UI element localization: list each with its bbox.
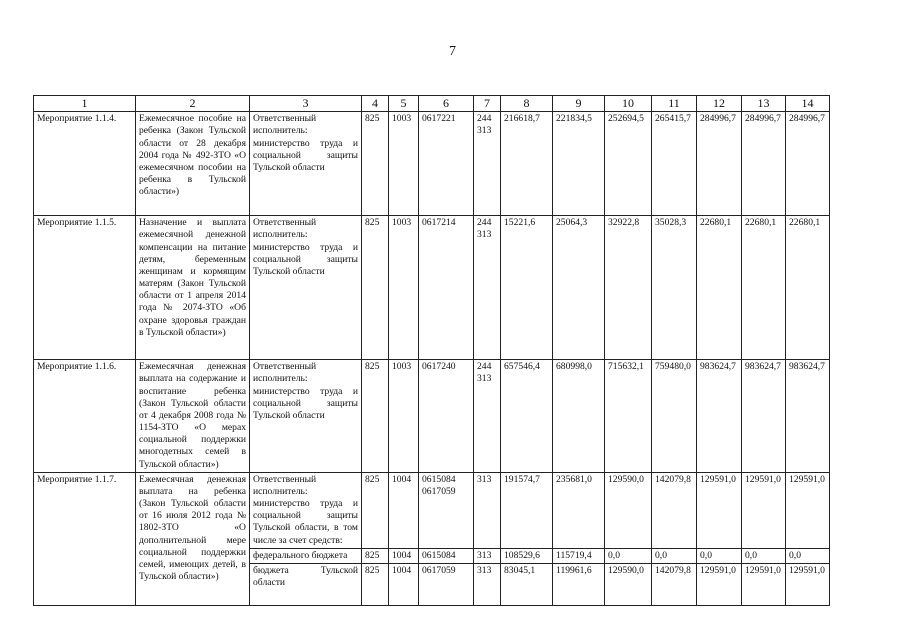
col-header: 3	[250, 96, 362, 112]
cell-value: 0,0	[786, 548, 830, 563]
cell-value: 129591,0	[786, 472, 830, 548]
cell-section-code: 1003	[389, 360, 419, 473]
cell-value: 284996,7	[742, 112, 786, 216]
cell-section-code: 1004	[389, 563, 419, 605]
funding-source: федерального бюджета	[250, 548, 362, 563]
measure-name: Мероприятие 1.1.4.	[34, 112, 136, 216]
cell-target-code: 0617240	[419, 360, 474, 473]
cell-value: 715632,1	[605, 360, 652, 473]
cell-value: 265415,7	[652, 112, 697, 216]
measure-executor: Ответственный исполнитель: министерство труда и социальной защиты Тульской области	[250, 360, 362, 473]
cell-value: 129591,0	[697, 472, 742, 548]
cell-value: 129591,0	[786, 563, 830, 605]
cell-value: 119961,6	[553, 563, 605, 605]
col-header: 11	[652, 96, 697, 112]
cell-expense-code: 313	[474, 563, 501, 605]
cell-value: 35028,3	[652, 216, 697, 360]
col-header: 9	[553, 96, 605, 112]
cell-admin-code: 825	[362, 472, 389, 548]
cell-value: 22680,1	[697, 216, 742, 360]
funding-source: бюджета Тульской области	[250, 563, 362, 605]
cell-value: 129590,0	[605, 472, 652, 548]
header-row	[34, 96, 830, 112]
cell-value: 216618,7	[501, 112, 553, 216]
cell-value: 284996,7	[697, 112, 742, 216]
cell-section-code: 1004	[389, 548, 419, 563]
cell-value: 129591,0	[742, 563, 786, 605]
table-row	[34, 216, 830, 360]
cell-admin-code: 825	[362, 548, 389, 563]
measure-name: Мероприятие 1.1.5.	[34, 216, 136, 360]
cell-section-code: 1003	[389, 112, 419, 216]
cell-value: 115719,4	[553, 548, 605, 563]
cell-value: 108529,6	[501, 548, 553, 563]
cell-value: 221834,5	[553, 112, 605, 216]
cell-value: 32922,8	[605, 216, 652, 360]
cell-expense-code: 244 313	[474, 112, 501, 216]
measure-description: Ежемесячное пособие на ребенка (Закон Тульской области от 28 декабря 2004 года № 492-ЗТО «О ежемесячном пособии на ребенка в Тульской области»)	[136, 112, 250, 216]
cell-value: 15221,6	[501, 216, 553, 360]
cell-target-code: 0615084	[419, 548, 474, 563]
cell-admin-code: 825	[362, 216, 389, 360]
cell-section-code: 1003	[389, 216, 419, 360]
cell-value: 0,0	[742, 548, 786, 563]
cell-target-code: 0615084 0617059	[419, 472, 474, 548]
cell-value: 983624,7	[742, 360, 786, 473]
table-row	[34, 472, 830, 548]
cell-value: 983624,7	[697, 360, 742, 473]
measure-name: Мероприятие 1.1.7.	[34, 472, 136, 605]
cell-value: 22680,1	[742, 216, 786, 360]
cell-value: 235681,0	[553, 472, 605, 548]
cell-expense-code: 313	[474, 548, 501, 563]
measure-description: Ежемесячная денежная выплата на содержание и воспитание ребенка (Закон Тульской области от 4 декабря 2008 года № 1154-ЗТО «О мерах социальной поддержки многодетных семей в Тульской области»)	[136, 360, 250, 473]
col-header: 13	[742, 96, 786, 112]
cell-value: 983624,7	[786, 360, 830, 473]
col-header: 2	[136, 96, 250, 112]
cell-section-code: 1004	[389, 472, 419, 548]
cell-value: 129591,0	[742, 472, 786, 548]
cell-expense-code: 244 313	[474, 360, 501, 473]
cell-value: 83045,1	[501, 563, 553, 605]
cell-value: 129591,0	[697, 563, 742, 605]
cell-target-code: 0617059	[419, 563, 474, 605]
cell-value: 142079,8	[652, 472, 697, 548]
measure-name: Мероприятие 1.1.6.	[34, 360, 136, 473]
cell-value: 0,0	[605, 548, 652, 563]
cell-value: 252694,5	[605, 112, 652, 216]
measure-executor: Ответственный исполнитель: министерство труда и социальной защиты Тульской области	[250, 216, 362, 360]
program-table	[33, 95, 830, 606]
cell-value: 22680,1	[786, 216, 830, 360]
cell-value: 0,0	[697, 548, 742, 563]
cell-value: 759480,0	[652, 360, 697, 473]
measure-description: Назначение и выплата ежемесячной денежной компенсации на питание детям, беременным женщинам и кормящим матерям (Закон Тульской области от 1 апреля 2014 года № 2074-ЗТО «Об охране здоровья граждан в Тульской области»)	[136, 216, 250, 360]
col-header: 6	[419, 96, 474, 112]
cell-value: 680998,0	[553, 360, 605, 473]
cell-admin-code: 825	[362, 563, 389, 605]
col-header: 7	[474, 96, 501, 112]
col-header: 8	[501, 96, 553, 112]
table-row	[34, 112, 830, 216]
cell-value: 0,0	[652, 548, 697, 563]
measure-description: Ежемесячная денежная выплата на ребенка (Закон Тульской области от 16 июля 2012 года № 1802-ЗТО «О дополнительной мере социальной поддержки семей, имеющих детей, в Тульской области»)	[136, 472, 250, 605]
col-header: 10	[605, 96, 652, 112]
col-header: 12	[697, 96, 742, 112]
cell-value: 191574,7	[501, 472, 553, 548]
col-header: 1	[34, 96, 136, 112]
cell-target-code: 0617221	[419, 112, 474, 216]
cell-expense-code: 313	[474, 472, 501, 548]
cell-value: 129590,0	[605, 563, 652, 605]
col-header: 14	[786, 96, 830, 112]
measure-executor: Ответственный исполнитель: министерство труда и социальной защиты Тульской области, в том числе за счет средств:	[250, 472, 362, 548]
cell-value: 25064,3	[553, 216, 605, 360]
page-number: 7	[449, 44, 456, 59]
measure-executor: Ответственный исполнитель: министерство труда и социальной защиты Тульской области	[250, 112, 362, 216]
cell-admin-code: 825	[362, 112, 389, 216]
cell-value: 284996,7	[786, 112, 830, 216]
cell-admin-code: 825	[362, 360, 389, 473]
cell-value: 657546,4	[501, 360, 553, 473]
col-header: 5	[389, 96, 419, 112]
cell-value: 142079,8	[652, 563, 697, 605]
cell-expense-code: 244 313	[474, 216, 501, 360]
col-header: 4	[362, 96, 389, 112]
table-row	[34, 360, 830, 473]
cell-target-code: 0617214	[419, 216, 474, 360]
